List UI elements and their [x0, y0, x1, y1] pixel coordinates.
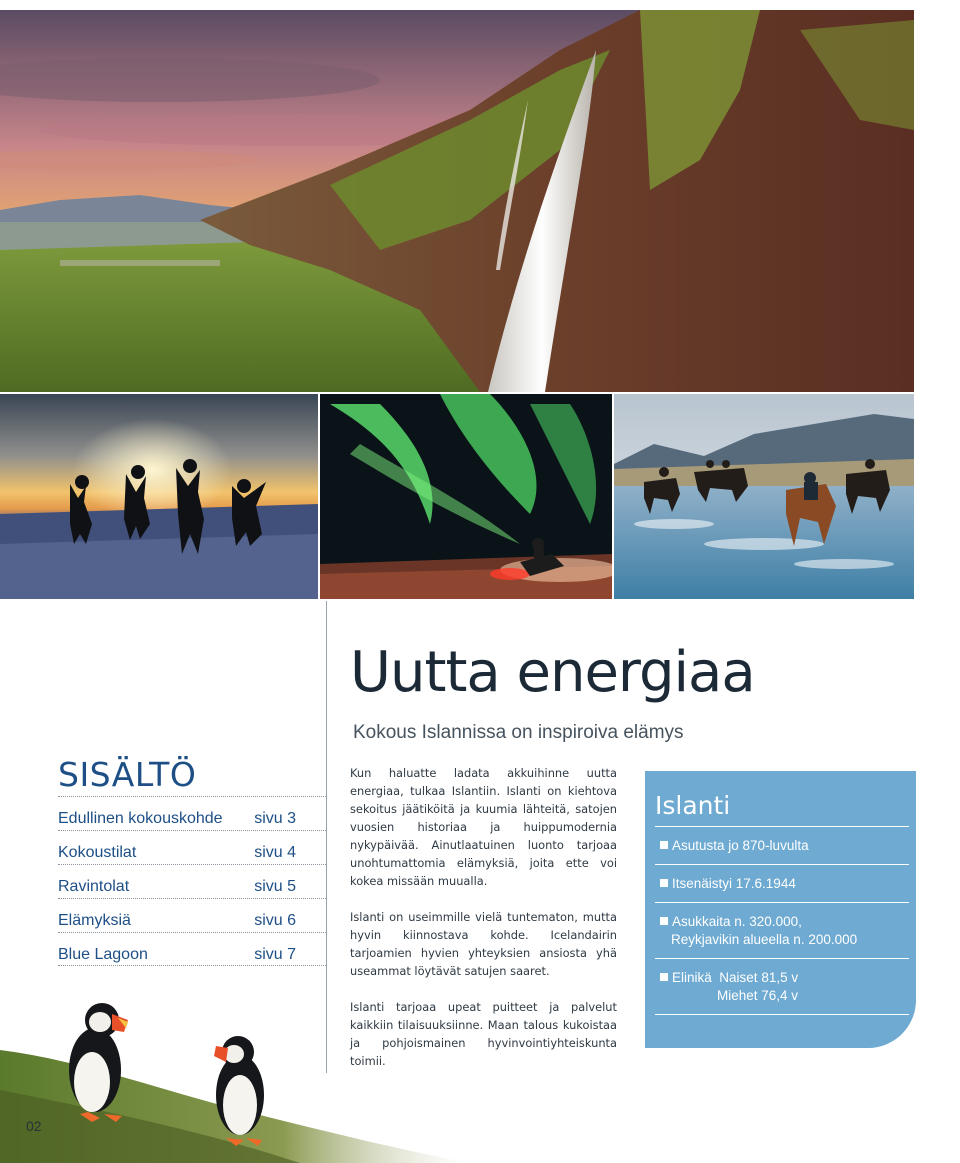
- fact-life-expectancy: [655, 959, 909, 1015]
- toc-item[interactable]: [58, 864, 326, 898]
- toc-item-label: Ravintolat: [58, 878, 130, 895]
- bullet-square-icon: [660, 879, 668, 887]
- page-number: 02: [26, 1118, 42, 1134]
- fact-settled: [655, 827, 909, 865]
- body-paragraph: Islanti on useimmille vielä tuntematon, mutta hyvin kiinnostava kohde. Icelandairin tarjoamien hyvien yhteyksien ansiosta yhä useammat löytävät satujen saaret.: [350, 910, 617, 978]
- page-title: Uutta energiaa: [350, 640, 755, 705]
- body-paragraph: Islanti tarjoaa upeat puitteet ja palvelut kaikkiin tilaisuuksiinne. Maan talous kukoistaa ja pohjoismainen hyvinvointiyhteiskunta toimii.: [350, 1000, 617, 1068]
- bullet-square-icon: [660, 917, 668, 925]
- jumping-people-sunset-photo: [0, 394, 318, 599]
- table-of-contents: [58, 754, 326, 966]
- waterfall-photo: [0, 10, 914, 392]
- fact-independence: [655, 865, 909, 903]
- facts-title: Islanti: [655, 791, 909, 827]
- toc-item-label: Edullinen kokouskohde: [58, 810, 223, 827]
- northern-lights-snowmobile-photo: [320, 394, 612, 599]
- fact-text: Miehet 76,4 v: [717, 988, 799, 1003]
- horse-riders-river-photo: [614, 394, 914, 599]
- toc-item-page: sivu 7: [254, 946, 296, 963]
- page-subtitle: Kokous Islannissa on inspiroiva elämys: [353, 722, 684, 743]
- article-body: [350, 764, 617, 1088]
- bullet-square-icon: [660, 973, 668, 981]
- iceland-facts-box: [645, 771, 916, 1048]
- toc-item[interactable]: [58, 796, 326, 830]
- toc-item-label: Elämyksiä: [58, 912, 131, 929]
- toc-item-page: sivu 6: [254, 912, 296, 929]
- toc-item-label: Kokoustilat: [58, 844, 137, 861]
- toc-item-page: sivu 3: [254, 810, 296, 827]
- toc-heading: SISÄLTÖ: [58, 755, 197, 794]
- fact-text: Naiset 81,5 v: [719, 970, 799, 985]
- bullet-square-icon: [660, 841, 668, 849]
- fact-text: Asutusta jo 870-luvulta: [672, 838, 809, 853]
- body-paragraph: Kun haluatte ladata akkuihinne uutta energiaa, tulkaa Islantiin. Islanti on kiehtova sekoitus jäätiköitä ja kuumia lähteitä, satojen vuosien historiaa ja huippumodernia nykypäivää. Ainutlaatuinen luonto tarjoaa unohtumattomia elämyksiä, joita ette voi kokea missään muualla.: [350, 766, 617, 888]
- toc-item-label: Blue Lagoon: [58, 946, 148, 963]
- toc-item[interactable]: [58, 830, 326, 864]
- fact-label: Elinikä: [672, 970, 712, 985]
- toc-item-page: sivu 5: [254, 878, 296, 895]
- fact-population: [655, 903, 909, 959]
- fact-text: Itsenäistyi 17.6.1944: [672, 876, 796, 891]
- column-divider: [326, 601, 327, 1073]
- toc-item-page: sivu 4: [254, 844, 296, 861]
- toc-item[interactable]: [58, 898, 326, 932]
- fact-text: Reykjavikin alueella n. 200.000: [671, 932, 858, 947]
- toc-item[interactable]: [58, 932, 326, 966]
- fact-text: Asukkaita n. 320.000,: [672, 914, 802, 929]
